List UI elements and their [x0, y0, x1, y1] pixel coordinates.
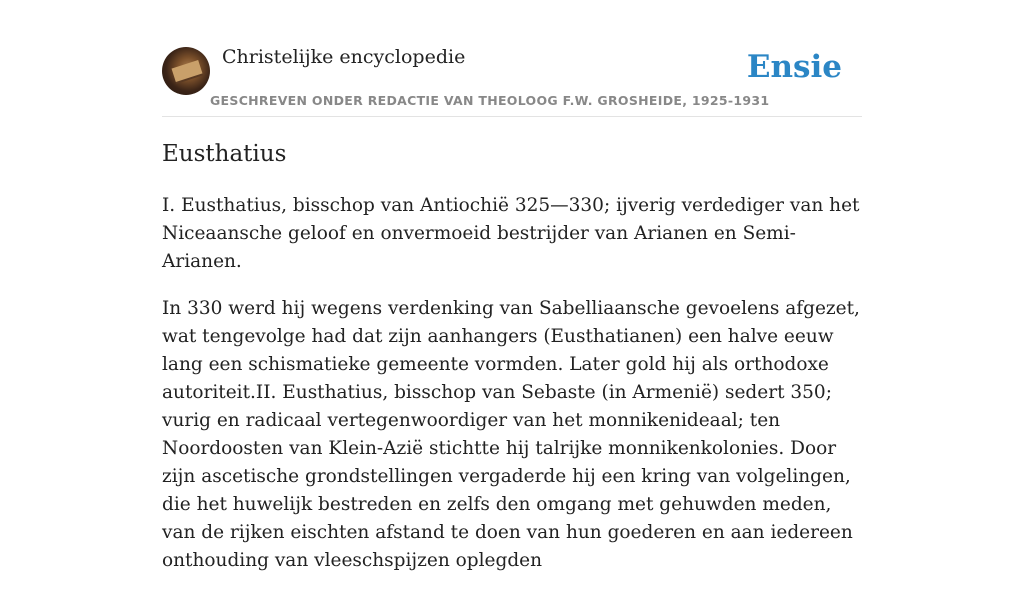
article-title: Eusthatius	[162, 141, 287, 167]
article-paragraph-1: I. Eusthatius, bisschop van Antiochië 325—330; ijverig verdediger van het Niceaansche geloof en onvermoeid bestrijder van Arianen en Semi-Arianen.	[162, 195, 860, 272]
book-icon	[172, 60, 203, 82]
ensie-brand-link[interactable]: Ensie	[746, 49, 842, 85]
encyclopedia-logo-avatar[interactable]	[162, 47, 210, 95]
article-paragraph-2: In 330 werd hij wegens verdenking van Sabelliaansche gevoelens afgezet, wat tengevolge had dat zijn aanhangers (Eusthatianen) een halve eeuw lang een schismatieke gemeente vormden. Later gold hij als orthodoxe autoriteit.II. Eusthatius, bisschop van Sebaste (in Armenië) sedert 350; vurig en radicaal vertegenwoordiger van het monnikenideaal; ten Noordoosten van Klein-Azië stichtte hij talrijke monnikenkolonies. Door zijn ascetische grondstellingen vergaderde hij een kring van volgelingen, die het huwelijk bestreden en zelfs den omgang met gehuwden meden, van de rijken eischten afstand te doen van hun goederen en aan iedereen onthouding van vleeschspijzen oplegden	[162, 298, 860, 571]
encyclopedia-title[interactable]: Christelijke encyclopedie	[222, 46, 466, 68]
site-header	[162, 46, 862, 117]
article	[162, 138, 862, 594]
encyclopedia-subtitle: GESCHREVEN ONDER REDACTIE VAN THEOLOOG F.W. GROSHEIDE, 1925-1931	[210, 93, 770, 108]
